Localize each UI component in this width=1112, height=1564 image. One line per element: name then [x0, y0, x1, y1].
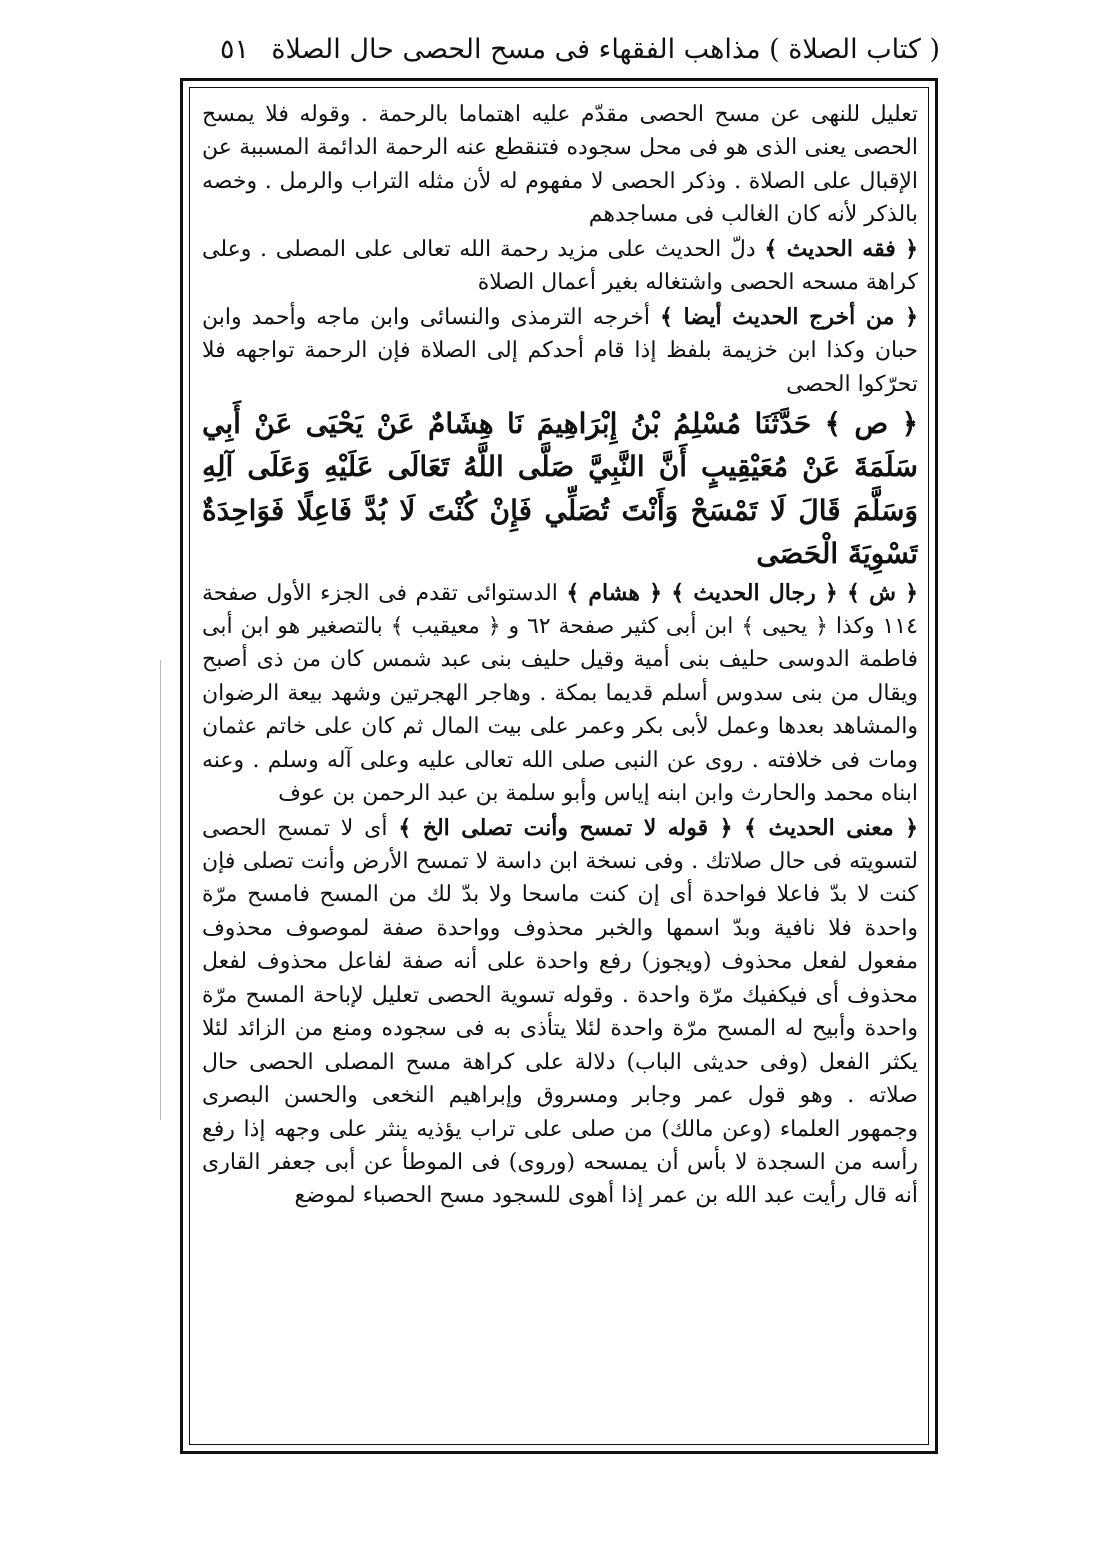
paragraph-fiqh-text: دلّ الحديث على مزيد رحمة الله تعالى على المصلى . وعلى كراهة مسحه الحصى واشتغاله بغير أعمال الصلاة	[202, 236, 918, 296]
running-title: ( كتاب الصلاة ) مذاهب الفقهاء فى مسح الحصى حال الصلاة	[271, 34, 940, 65]
section-label-fiqh: ﴿ فقه الحديث ﴾	[764, 235, 918, 262]
paragraph-maana-text: أى لا تمسح الحصى لتسويته فى حال صلاتك . وفى نسخة ابن داسة لا تمسح الأرض وأنت تصلى فإن كنت لا بدّ فاعلا فواحدة أى إن كنت ماسحا ولا بدّ لك من المسح فامسح مرّة واحدة فلا نافية وبدّ اسمها والخبر محذوف وواحدة صفة لموصوف محذوف مفعول لفعل محذوف (ويجوز) رفع واحدة على أنه صفة لفاعل محذوف لفعل محذوف أى فيكفيك مرّة واحدة . وقوله تسوية الحصى تعليل لإباحة المسح مرّة واحدة وأبيح له المسح مرّة واحدة لئلا يتأذى به فى سجوده ومنع من الزائد لئلا يكثر الفعل (وفى حديثى الباب) دلالة على كراهة مسح المصلى الحصى حال صلاته . وهو قول عمر وجابر ومسروق وإبراهيم النخعى والحسن البصرى وجمهور العلماء (وعن مالك) من صلى على تراب يؤذيه ينثر على وجهه إذا رفع رأسه من السجدة لا بأس أن يمسحه (وروى) فى الموطأ عن أبى جعفر القارى أنه قال رأيت عبد الله بن عمر إذا أهوى للسجود مسح الحصباء لموضع	[202, 815, 918, 1209]
paragraph-rijal-text: الدستوائى تقدم فى الجزء الأول صفحة ١١٤ وكذا ﴿ يحيى ﴾ ابن أبى كثير صفحة ٦٢ و ﴿ معيقيب ﴾ بالتصغير هو ابن أبى فاطمة الدوسى حليف بنى أمية وقيل حليف بنى عبد شمس كان من ذى أصبح ويقال من بنى سدوس أسلم قديما بمكة . وهاجر الهجرتين وشهد بيعة الرضوان والمشاهد بعدها وعمل لأبى بكر وعمر على بيت المال ثم كان على خاتم عثمان ومات فى خلافته . روى عن النبى صلى الله تعالى عليه وعلى آله وسلم . وعنه ابناه محمد والحارث وابن ابنه إياس وأبو سلمة بن عبد الرحمن بن عوف	[202, 580, 918, 807]
paragraph-takhrij-text: أخرجه الترمذى والنسائى وابن ماجه وأحمد وابن حبان وكذا ابن خزيمة بلفظ إذا قام أحدكم إلى الصلاة فإن الرحمة تواجهه فلا تحرّكوا الحصى	[202, 304, 918, 397]
hadith-body: حَدَّثَنَا مُسْلِمُ بْنُ إِبْرَاهِيمَ نَا هِشَامٌ عَنْ يَحْيَى عَنْ أَبِي سَلَمَةَ عَنْ مُعَيْقِيبٍ أَنَّ النَّبِيَّ صَلَّى اللَّهُ تَعَالَى عَلَيْهِ وَعَلَى آلِهِ وَسَلَّمَ قَالَ لَا تَمْسَحْ وَأَنْتَ تُصَلِّي فَإِنْ كُنْتَ لَا بُدَّ فَاعِلًا فَوَاحِدَةٌ تَسْوِيَةَ الْحَصَى	[202, 406, 918, 571]
paragraph-rijal	[202, 577, 918, 811]
hadith-label: ﴿ ص ﴾	[824, 406, 918, 440]
page-number: ٥١	[220, 34, 250, 65]
paragraph-1-text: تعليل للنهى عن مسح الحصى مقدّم عليه اهتماما بالرحمة . وقوله فلا يمسح الحصى يعنى الذى هو فى محل سجوده فتنقطع عنه الرحمة الدائمة المسببة عن الإقبال على الصلاة . وذكر الحصى لا مفهوم له لأن مثله التراب والرمل . وخصه بالذكر لأنه كان الغالب فى مساجدهم	[202, 102, 918, 228]
section-label-maana: ﴿ معنى الحديث ﴾ ﴿ قوله لا تمسح وأنت تصلى الخ ﴾	[398, 814, 918, 841]
paragraph-fiqh	[202, 233, 918, 300]
section-label-rijal: ﴿ ش ﴾ ﴿ رجال الحديث ﴾ ﴿ هشام ﴾	[566, 579, 918, 606]
page-header	[180, 30, 940, 74]
paragraph-takhrij	[202, 301, 918, 401]
main-text	[202, 98, 918, 1438]
section-label-takhrij: ﴿ من أخرج الحديث أيضا ﴾	[659, 303, 918, 330]
margin-mark	[160, 660, 161, 1120]
hadith-text	[202, 402, 918, 576]
paragraph-maana	[202, 812, 918, 1213]
paragraph-1	[202, 98, 918, 232]
